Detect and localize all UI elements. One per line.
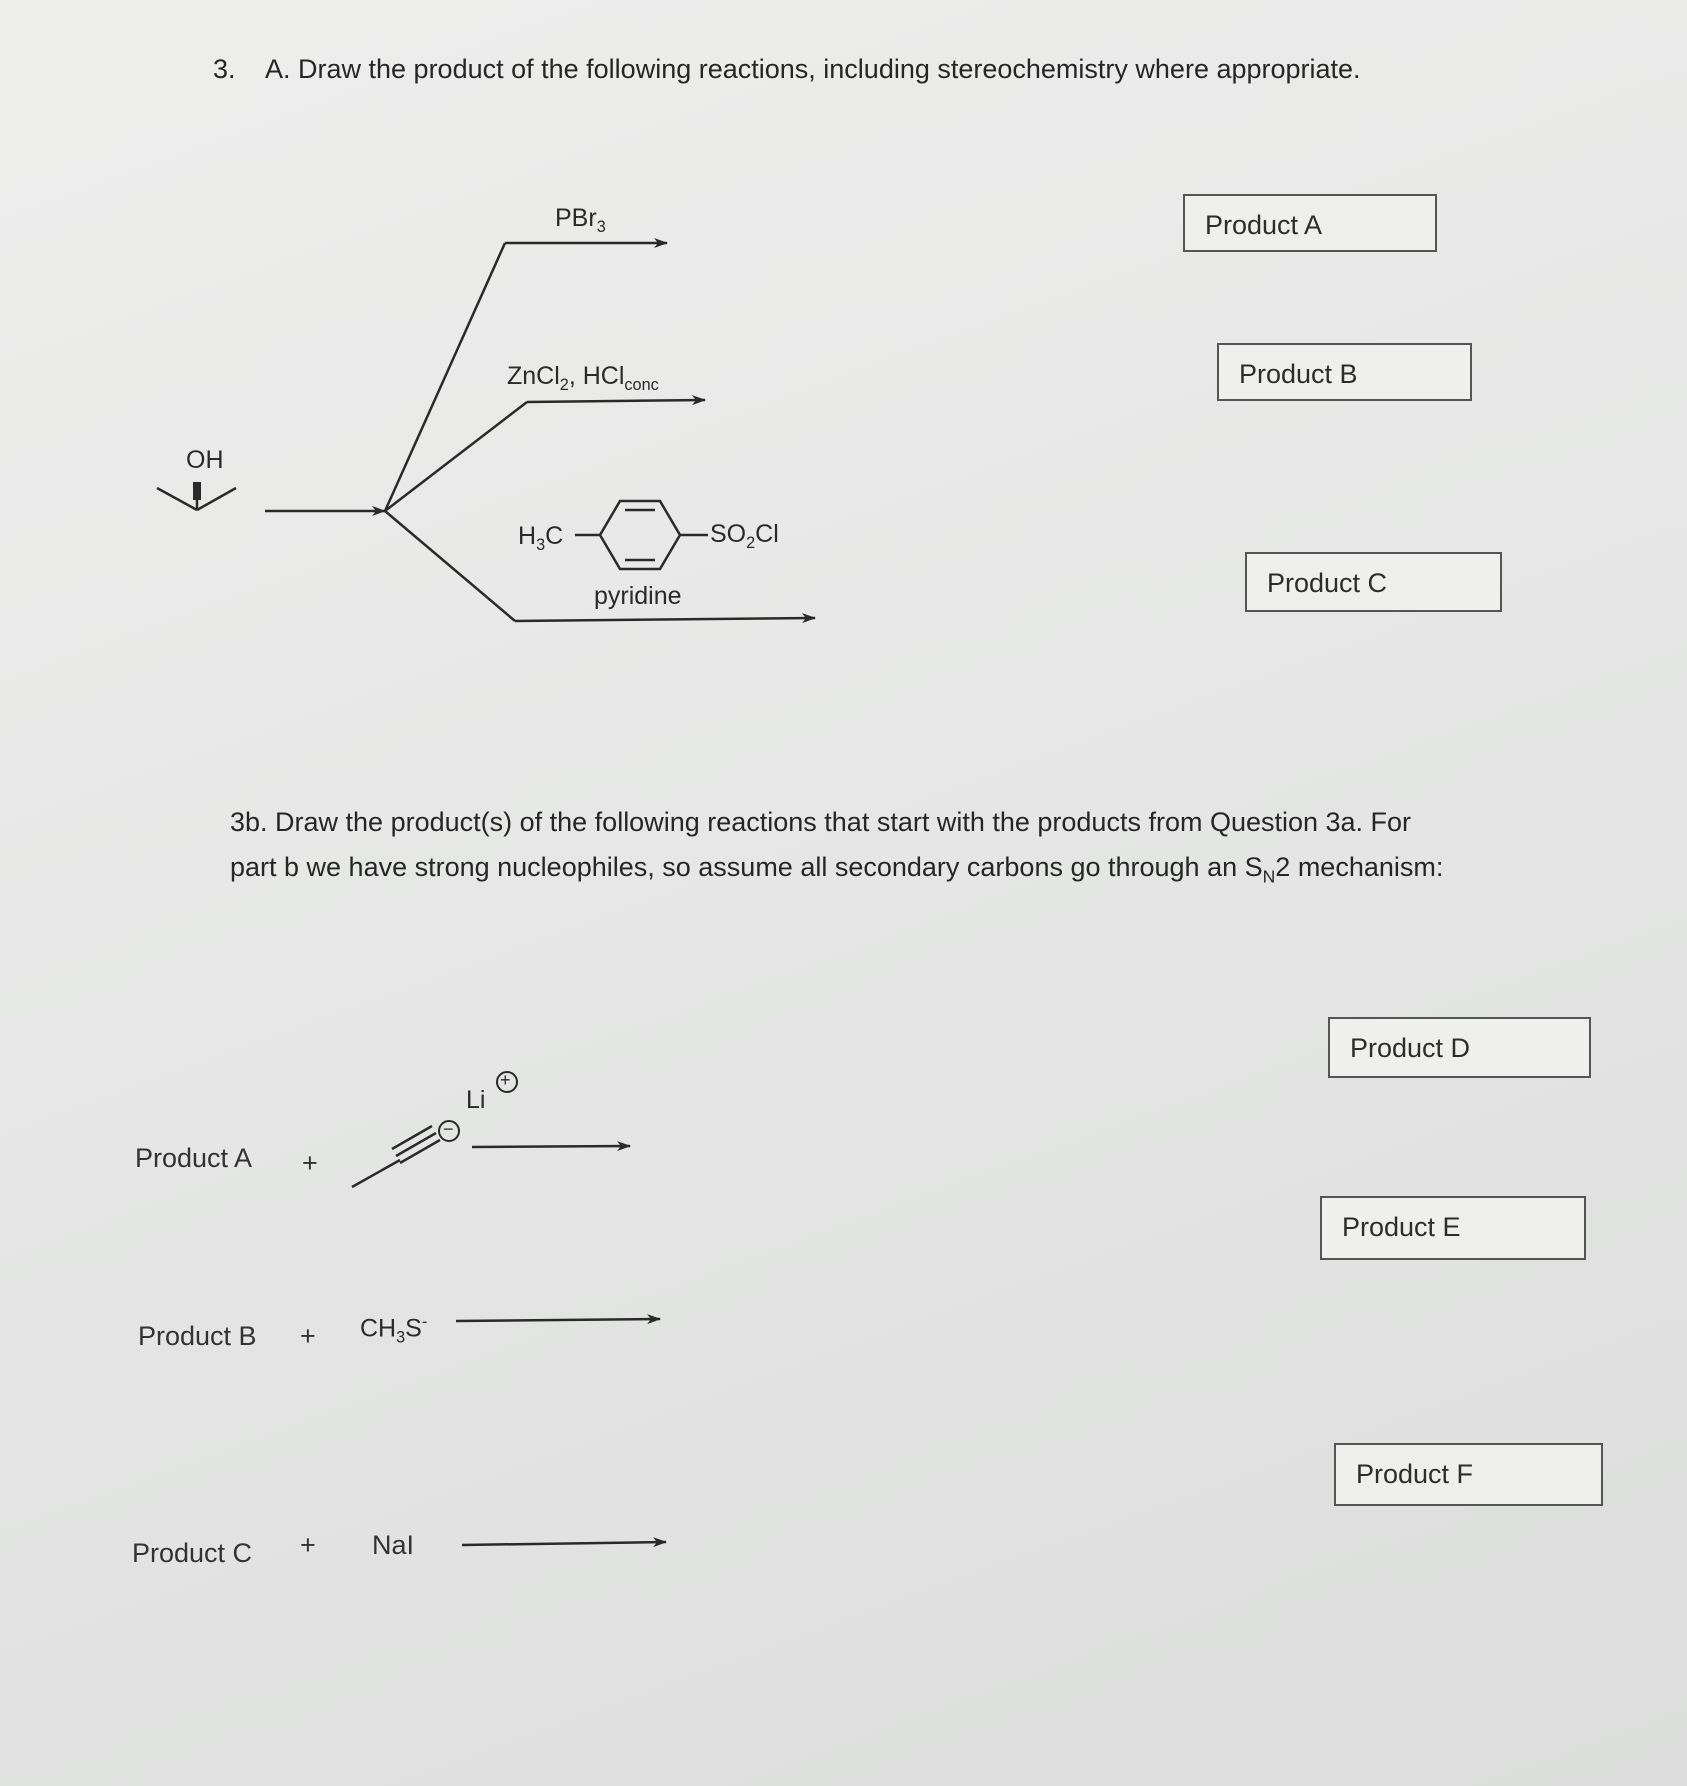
branch-lines [385, 243, 527, 621]
plus-sign: + [300, 1530, 316, 1560]
product-c-box[interactable]: Product C [1245, 552, 1502, 612]
sulfonyl-so: SO [710, 520, 747, 548]
reagent-tscl-methyl [518, 522, 563, 555]
question-3b-prompt-line2 [230, 852, 1443, 887]
question-number: 3. [213, 54, 236, 84]
reagent-tscl-sulfonyl [710, 520, 779, 553]
reagent-pbr3-sub: 3 [596, 218, 606, 236]
thiolate-charge: - [421, 1313, 428, 1331]
prompt-line2-sub: N [1262, 866, 1276, 887]
product-d-box[interactable]: Product D [1328, 1017, 1591, 1078]
reagent-sodium-iodide: NaI [372, 1530, 415, 1560]
question-3a-prompt: A. Draw the product of the following reactions, including stereochemistry where appropriate. [265, 54, 1361, 84]
reagent-hcl-text: , HCl [568, 362, 625, 390]
cation-charge: + [500, 1070, 511, 1090]
methyl-sub: 3 [536, 536, 546, 554]
arrow-to-product-b [527, 400, 705, 402]
reactant-product-b: Product B [138, 1321, 257, 1351]
reagent-zncl-sub: 2 [559, 376, 569, 394]
sulfonyl-cl: Cl [755, 520, 779, 548]
methyl-h: H [518, 522, 537, 550]
arrow-to-product-c [515, 618, 815, 621]
lithium-label: Li [466, 1086, 486, 1114]
arrow-reaction-e [456, 1319, 660, 1321]
reagent-zncl2-hcl [507, 362, 659, 395]
thiolate-s: S [405, 1314, 422, 1343]
hydroxyl-label: OH [186, 446, 224, 474]
sulfonyl-sub: 2 [746, 534, 756, 552]
reactant-product-c: Product C [132, 1538, 253, 1568]
arrow-reaction-d [472, 1146, 630, 1147]
reagent-zncl-text: ZnCl [507, 362, 560, 390]
benzene-ring [575, 501, 708, 569]
reagent-hcl-sub: conc [624, 376, 659, 394]
product-a-box[interactable]: Product A [1183, 194, 1437, 252]
plus-sign: + [300, 1321, 316, 1351]
plus-sign: + [302, 1148, 318, 1178]
thiolate-ch: CH [360, 1314, 397, 1343]
reagent-pyridine: pyridine [594, 582, 682, 610]
product-e-box[interactable]: Product E [1320, 1196, 1586, 1260]
reactant-product-a: Product A [135, 1143, 253, 1173]
methyl-c: C [545, 522, 564, 550]
propynyl-structure [352, 1126, 440, 1187]
reagent-pbr3-main: PBr [555, 204, 597, 232]
prompt-line2-b: 2 mechanism: [1275, 852, 1444, 882]
arrow-reaction-f [462, 1542, 666, 1545]
prompt-line2-a: part b we have strong nucleophiles, so assume all secondary carbons go through an S [230, 852, 1263, 882]
thiolate-sub: 3 [396, 1328, 406, 1347]
question-3b-prompt-line1: 3b. Draw the product(s) of the following reactions that start with the products from Question 3a. For [230, 807, 1412, 837]
product-b-box[interactable]: Product B [1217, 343, 1472, 401]
anion-charge: − [443, 1119, 454, 1139]
reagent-methanethiolate [360, 1313, 427, 1347]
reagent-pbr3 [555, 204, 606, 237]
product-f-box[interactable]: Product F [1334, 1443, 1603, 1506]
stereo-wedge [193, 482, 201, 500]
